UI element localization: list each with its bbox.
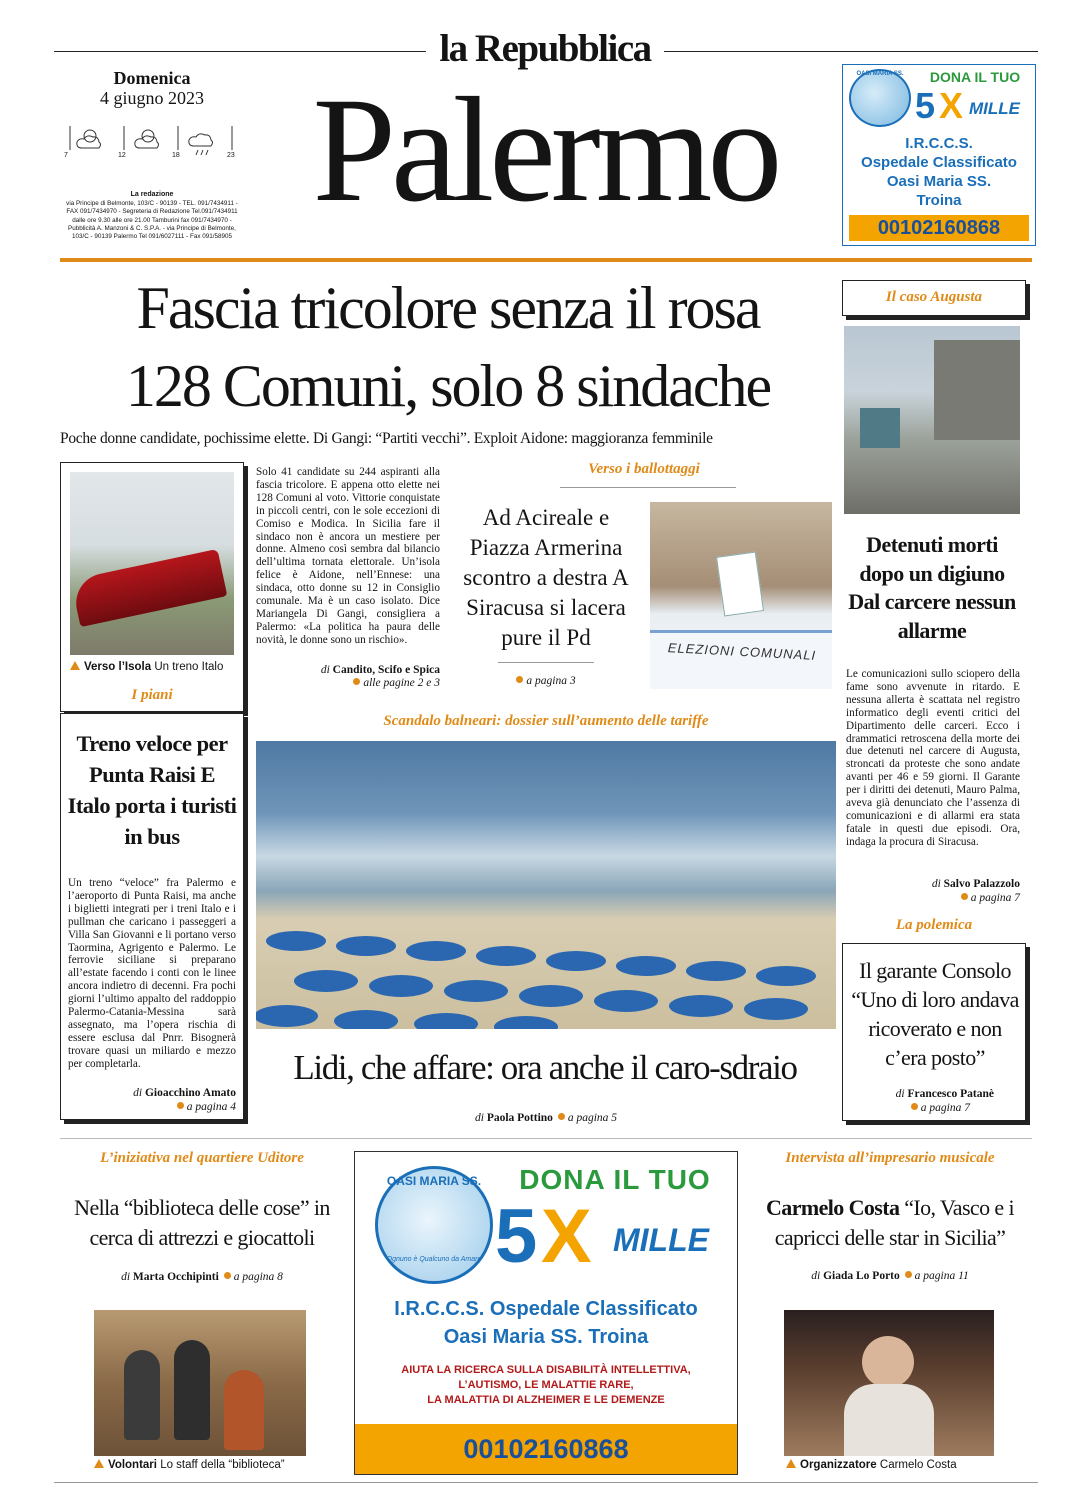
train-byline-name: Gioacchino Amato [144, 1087, 236, 1099]
beach-umbrellas [256, 741, 836, 1029]
weather-time-4: 23 [227, 152, 235, 159]
polemica-headline: Il garante Consolo “Uno di loro andava ricoverato e non c’era posto” [851, 958, 1019, 1070]
person-head-shape [862, 1336, 914, 1388]
ad-top-line1: I.R.C.C.S. [905, 135, 973, 152]
beach-kicker: Scandalo balneari: dossier sull’aumento delle tariffe [383, 713, 709, 729]
augusta-body: Le comunicazioni sullo sciopero della fame sono avvenute in ritardo. E nessuna allerta è scattata nel registro informatico degli eventi critici del Dipartimento delle carceri. Ecco i drammatici retroscena della morte dei due detenuti nel carcere di Augusta, stroncati da proteste che sono andate avanti per 46 e 59 giorni. Il Garante per i diritti dei detenuti, Mauro Palma, aveva già denunciato che l’assenza di comunicazioni e di allarmi era stata fatale in questi due episodi. Ora, indaga la procura di Siracusa. [846, 668, 1020, 848]
train-kicker: I piani [131, 687, 173, 703]
augusta-byline [846, 878, 1020, 890]
train-headline: Treno veloce per Punta Raisi E Italo porta i turisti in bus [67, 731, 237, 849]
ad-bottom-mille: MILLE [613, 1222, 709, 1258]
caption-triangle-icon [786, 1459, 796, 1468]
ad-bottom-5x1000[interactable] [354, 1151, 738, 1475]
ballot-paper-shape [716, 552, 764, 617]
edition-title: Palermo [312, 67, 778, 233]
beach-byline [256, 1112, 836, 1124]
ad-bottom-motto: Ognuno è Qualcuno da Amare [386, 1256, 482, 1263]
costa-byline-di: di [811, 1270, 821, 1282]
ad-bottom-small1: AIUTA LA RICERCA SULLA DISABILITÀ INTELLETTIVA, [401, 1364, 691, 1376]
train-caption-bold: Verso l’Isola [84, 661, 152, 673]
train-byline-di: di [133, 1087, 143, 1099]
ad-top-5x1000[interactable] [842, 64, 1036, 246]
ad-bottom-small3: LA MALATTIA DI ALZHEIMER E LE DEMENZE [427, 1394, 665, 1406]
library-byline [60, 1271, 344, 1283]
beach-headline: Lidi, che affare: ora anche il caro-sdraio [293, 1048, 797, 1087]
brand-logo: la Repubblica [439, 27, 651, 70]
polemica-page-ref[interactable] [846, 1102, 970, 1114]
ad-top-five: 5 [915, 85, 936, 126]
augusta-kicker: Il caso Augusta [885, 289, 983, 305]
ballot-kicker: Verso i ballottaggi [588, 461, 700, 477]
bullet-dot-icon [558, 1113, 565, 1120]
gate-shape [934, 340, 1020, 440]
bullet-dot-icon [516, 676, 523, 683]
polemica-byline-di: di [895, 1088, 905, 1100]
ad-bottom-line1: I.R.C.C.S. Ospedale Classificato [394, 1298, 698, 1320]
lead-byline [256, 664, 440, 676]
bullet-dot-icon [905, 1271, 912, 1278]
costa-caption [786, 1459, 1026, 1471]
bullet-dot-icon [353, 678, 360, 685]
lead-body: Solo 41 candidate su 244 aspiranti alla fascia tricolore. E appena otto elette nei 128 Comuni al voto. Vittorie conquistate in piccoli centri, con le sole eccezioni di Comiso e Modica. In Sicilia fare il sindaco non è ancora un mestiere per donne. Almeno così sembra dal bilancio dell’ultima tornata elettorale. Un’isola felice è Aidone, nell’Ennese: una sindaca, otto donne su 12 in Consiglio comunale. Ma è un caso isolato. Dice Mariangela Di Gangi, consigliera a Palermo: «La politica ha paura delle novità, le donne sono un rischio». [256, 466, 440, 646]
ad-bottom-small2: L’AUTISMO, LE MALATTIE RARE, [458, 1379, 634, 1391]
costa-byline-name: Giada Lo Porto [823, 1270, 900, 1282]
lead-page-ref[interactable] [256, 677, 440, 689]
library-caption [94, 1459, 334, 1471]
weather-time-3: 18 [172, 152, 180, 159]
ballot-headline: Ad Acireale e Piazza Armerina scontro a destra A Siracusa si lacera pure il Pd [463, 505, 629, 650]
weather-time-2: 12 [118, 152, 126, 159]
lead-page-ref-text: alle pagine 2 e 3 [363, 677, 440, 689]
augusta-byline-name: Salvo Palazzolo [943, 878, 1020, 890]
ad-bottom-five: 5 [495, 1194, 538, 1279]
ad-bottom-code: 00102160868 [355, 1424, 737, 1474]
costa-headline [748, 1193, 1032, 1253]
masthead-accent-rule [60, 258, 1032, 262]
edition-day: Domenica [113, 68, 191, 88]
bullet-dot-icon [224, 1272, 231, 1279]
train-caption [70, 661, 240, 673]
augusta-byline-di: di [931, 878, 941, 890]
ad-bottom-x: X [541, 1194, 592, 1279]
library-byline-name: Marta Occhipinti [132, 1271, 219, 1283]
costa-caption-text: Carmelo Costa [879, 1459, 957, 1471]
polemica-byline-name: Francesco Patanè [907, 1088, 994, 1100]
library-page-ref[interactable]: a pagina 8 [233, 1271, 283, 1283]
person-shape [174, 1340, 210, 1440]
ballot-sign-text: ELEZIONI COMUNALI [667, 640, 817, 663]
lead-byline-names: Candito, Scifo e Spica [332, 664, 440, 676]
ad-top-x: X [939, 85, 964, 126]
person-shape [124, 1350, 160, 1440]
lead-headline-line2: 128 Comuni, solo 8 sindache [125, 353, 771, 419]
ad-top-line2: Ospedale Classificato [861, 154, 1017, 171]
costa-byline [748, 1270, 1032, 1282]
ballot-page-ref[interactable] [452, 675, 640, 687]
costa-caption-bold: Organizzatore [800, 1459, 877, 1471]
train-caption-text: Un treno Italo [154, 661, 224, 673]
train-photo [70, 472, 234, 655]
costa-headline-bold: Carmelo Costa [766, 1195, 900, 1220]
train-page-ref-text: a pagina 4 [186, 1101, 236, 1113]
augusta-page-ref-text: a pagina 7 [970, 892, 1020, 904]
train-page-ref[interactable] [66, 1101, 236, 1113]
beach-byline-name: Paola Pottino [486, 1112, 553, 1124]
oasi-globe-icon [849, 69, 911, 127]
edition-date: 4 giugno 2023 [99, 88, 204, 108]
costa-photo [784, 1310, 994, 1456]
polemica-byline [846, 1088, 994, 1100]
ad-bottom-org: OASI MARIA SS. [386, 1174, 482, 1188]
weather-time-1: 7 [64, 152, 68, 159]
ad-top-dona: DONA IL TUO [929, 69, 1021, 85]
ballot-page-ref-text: a pagina 3 [526, 675, 576, 687]
guardhouse-shape [860, 408, 900, 448]
bullet-dot-icon [911, 1103, 918, 1110]
lead-headline-line1: Fascia tricolore senza il rosa [136, 275, 760, 341]
ad-bottom-dona: DONA IL TUO [519, 1164, 711, 1195]
costa-kicker: Intervista all’impresario musicale [785, 1150, 995, 1166]
ad-top-line4: Troina [916, 192, 962, 209]
polemica-kicker: La polemica [895, 917, 973, 933]
caption-triangle-icon [70, 661, 80, 670]
polemica-page-ref-text: a pagina 7 [920, 1102, 970, 1114]
weather-strip [62, 122, 242, 162]
costa-headline-text: “Io, Vasco e i capricci delle star in Sicilia” [774, 1195, 1014, 1250]
lead-byline-di: di [320, 664, 330, 676]
library-byline-di: di [121, 1271, 131, 1283]
caption-triangle-icon [94, 1459, 104, 1468]
train-byline [66, 1087, 236, 1099]
library-caption-bold: Volontari [108, 1459, 157, 1471]
redazione-title: La redazione [130, 191, 174, 198]
redazione-text: via Principe di Belmonte, 103/C - 90139 - TEL. 091/7434911 - FAX 091/7434970 - Segreteria di Redazione Tel.091/7434911 dalle ore 9.30 alle ore 21.00 Tamburini fax 091/7434970 - Pubblicità A. Manzoni & C. S.P.A. - via Principe di Belmonte, 103/C - 90139 Palermo Tel 091/6027111 - Fax 091/58905 [66, 200, 238, 241]
ad-top-code: 00102160868 [849, 215, 1029, 241]
ad-top-line3: Oasi Maria SS. [886, 173, 992, 190]
augusta-page-ref[interactable] [846, 892, 1020, 904]
library-headline: Nella “biblioteca delle cose” in cerca di attrezzi e giocattoli [74, 1195, 330, 1250]
train-shape [71, 549, 228, 627]
library-caption-text: Lo staff della “biblioteca” [160, 1459, 285, 1471]
ad-top-mille: MILLE [969, 99, 1020, 118]
train-body: Un treno “veloce” fra Palermo e l’aeroporto di Punta Raisi, ma anche i biglietti integrati per i treni Italo e i pullman che caricano i passeggeri a Villa San Giovanni e li portano verso Taormina, Agrigento e Palermo. Le ferrovie siciliane si preparano all’estate facendo i conti con le linee ancora indietro di decenni. Fra pochi giorni l’ultimo appalto del raddoppio Palermo-Catania-Messina sarà assegnato, ma l’opera rischia di essere esclusa dal Pnrr. Bisognerà trovare quasi un miliardo e mezzo per completarla. [68, 877, 236, 1070]
lead-subhead: Poche donne candidate, pochissime elette. Di Gangi: “Partiti vecchi”. Exploit Aidone: maggioranza femminile [60, 430, 713, 447]
bullet-dot-icon [961, 893, 968, 900]
augusta-headline: Detenuti morti dopo un digiuno Dal carcere nessun allarme [848, 532, 1016, 643]
beach-byline-di: di [474, 1112, 484, 1124]
augusta-photo [844, 326, 1020, 514]
person-shape [224, 1370, 264, 1450]
bullet-dot-icon [177, 1102, 184, 1109]
weather-icons [62, 122, 242, 162]
ad-top-org: OASI MARIA SS. [856, 71, 904, 77]
ballot-photo [650, 502, 832, 689]
library-kicker: L’iniziativa nel quartiere Uditore [100, 1150, 304, 1166]
ad-bottom-line2: Oasi Maria SS. Troina [443, 1326, 649, 1348]
costa-page-ref[interactable]: a pagina 11 [914, 1270, 969, 1282]
person-body-shape [844, 1384, 934, 1456]
beach-page-ref[interactable]: a pagina 5 [567, 1112, 618, 1124]
library-photo [94, 1310, 306, 1456]
beach-photo [256, 741, 836, 1029]
